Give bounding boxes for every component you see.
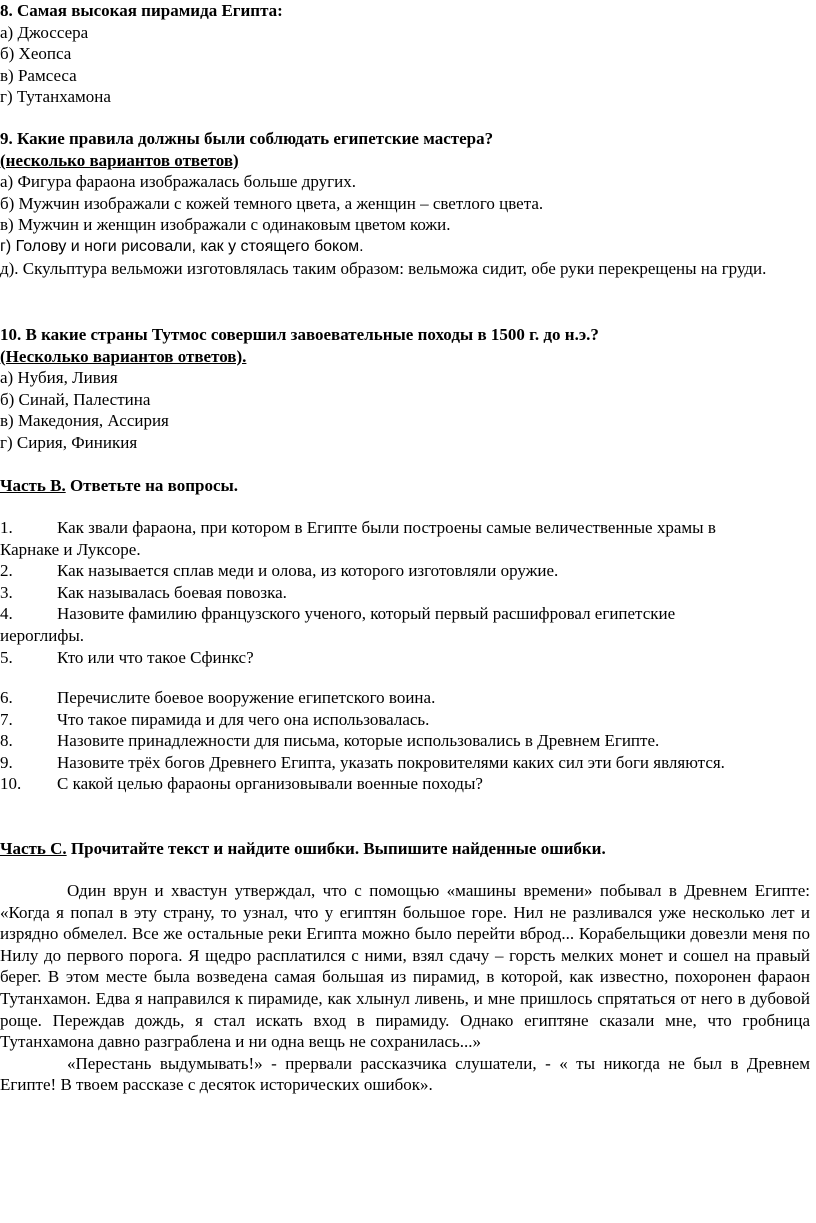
question-9-subtitle: (несколько вариантов ответов) (0, 150, 239, 170)
answer-option: г) Голову и ноги рисовали, как у стоящего боком. (0, 237, 364, 255)
part-c-label: Часть С. (0, 839, 67, 858)
answer-option: а) Фигура фараона изображалась больше других. (0, 172, 356, 192)
part-b-questions-2 (0, 687, 816, 795)
item-text: С какой целью фараоны организовывали военные походы? (57, 774, 483, 794)
item-text: Как звали фараона, при котором в Египте были построены самые величественные храмы в (57, 518, 716, 537)
list-item (0, 709, 816, 731)
item-text-continuation: иероглифы. (0, 625, 85, 645)
item-number: 6. (0, 688, 13, 707)
item-number: 10. (0, 774, 22, 794)
part-b-questions (0, 517, 816, 668)
answer-option: д). Скульптура вельможи изготовлялась таким образом: вельможа сидит, обе руки перекрещены на груди. (0, 258, 767, 278)
answer-option: г) Тутанхамона (0, 87, 111, 107)
item-number: 9. (0, 752, 13, 772)
question-9-title: 9. Какие правила должны были соблюдать египетские мастера? (0, 129, 494, 148)
answer-option: б) Хеопса (0, 44, 72, 64)
answer-option: б) Мужчин изображали с кожей темного цвета, а женщин – светлого цвета. (0, 193, 544, 213)
part-b (0, 475, 816, 497)
question-10 (0, 324, 816, 454)
list-item (0, 517, 816, 539)
item-text: Назовите фамилию французского ученого, который первый расшифровал египетские (57, 604, 676, 624)
item-text-continuation: Карнаке и Луксоре. (0, 539, 141, 559)
part-c-title: Прочитайте текст и найдите ошибки. Выпишите найденные ошибки. (66, 839, 606, 858)
item-number: 3. (0, 582, 13, 602)
item-number: 7. (0, 709, 13, 729)
list-item (0, 647, 816, 669)
part-b-label: Часть В. (0, 476, 66, 495)
answer-option: а) Джоссера (0, 22, 89, 42)
item-text: Назовите принадлежности для письма, которые использовались в Древнем Египте. (57, 731, 660, 751)
answer-option: в) Мужчин и женщин изображали с одинаковым цветом кожи. (0, 215, 451, 235)
list-item (0, 560, 816, 582)
answer-option: в) Македония, Ассирия (0, 411, 169, 431)
question-9 (0, 128, 816, 279)
item-text: Кто или что такое Сфинкс? (57, 647, 254, 667)
answer-option: в) Рамсеса (0, 65, 77, 85)
list-item (0, 730, 816, 752)
item-number: 8. (0, 731, 13, 751)
question-10-title: 10. В какие страны Тутмос совершил завоевательные походы в 1500 г. до н.э.? (0, 325, 599, 344)
item-text: Как называлась боевая повозка. (57, 582, 287, 602)
question-10-subtitle: (Несколько вариантов ответов). (0, 346, 247, 366)
item-number: 4. (0, 604, 13, 624)
item-text: Перечислите боевое вооружение египетского воина. (57, 688, 436, 707)
list-item (0, 582, 816, 604)
list-item (0, 603, 816, 625)
list-item (0, 773, 816, 795)
list-item (0, 752, 816, 774)
story-paragraph: «Перестань выдумывать!» - прервали рассказчика слушатели, - « ты никогда не был в Древнем Египте! В твоем рассказе с десяток исторических ошибок». (0, 1053, 810, 1095)
item-text: Как называется сплав меди и олова, из которого изготовляли оружие. (57, 561, 559, 581)
part-c-text (0, 880, 812, 1096)
question-8 (0, 0, 816, 108)
item-number: 5. (0, 647, 13, 667)
item-number: 2. (0, 561, 13, 581)
answer-option: г) Сирия, Финикия (0, 432, 138, 452)
part-b-title: Ответьте на вопросы. (65, 476, 239, 495)
question-8-title: 8. Самая высокая пирамида Египта: (0, 1, 283, 20)
answer-option: б) Синай, Палестина (0, 389, 151, 409)
answer-option: а) Нубия, Ливия (0, 368, 118, 388)
story-paragraph: Один врун и хвастун утверждал, что с помощью «машины времени» побывал в Древнем Египте: «Когда я попал в эту страну, то узнал, что у египтян большое горе. Нил не разливался уже несколько лет и изрядно обмелел. Все же остальные реки Египта можно было перейти вброд... Корабельщики довезли меня по Нилу до первого порога. Я щедро расплатился с ними, взял сдачу – горсть мелких монет и сошел на правый берег. В этом месте была возведена самая большая из пирамид, в которой, как известно, похоронен фараон Тутанхамон. Едва я направился к пирамиде, как хлынул ливень, и мне пришлось спрятаться от него в дубовой роще. Переждав дождь, я стал искать вход в пирамиду. Однако египтяне сказали мне, что гробница Тутанхамона давно разграблена и ни одна вещь не сохранилась...» (0, 881, 810, 1052)
list-item (0, 687, 816, 709)
item-text: Что такое пирамида и для чего она использовалась. (57, 709, 430, 729)
part-c-heading (0, 838, 816, 860)
part-c (0, 838, 816, 860)
item-number: 1. (0, 518, 13, 537)
item-text: Назовите трёх богов Древнего Египта, указать покровителями каких сил эти боги являются. (57, 752, 725, 772)
part-b-heading (0, 475, 816, 497)
